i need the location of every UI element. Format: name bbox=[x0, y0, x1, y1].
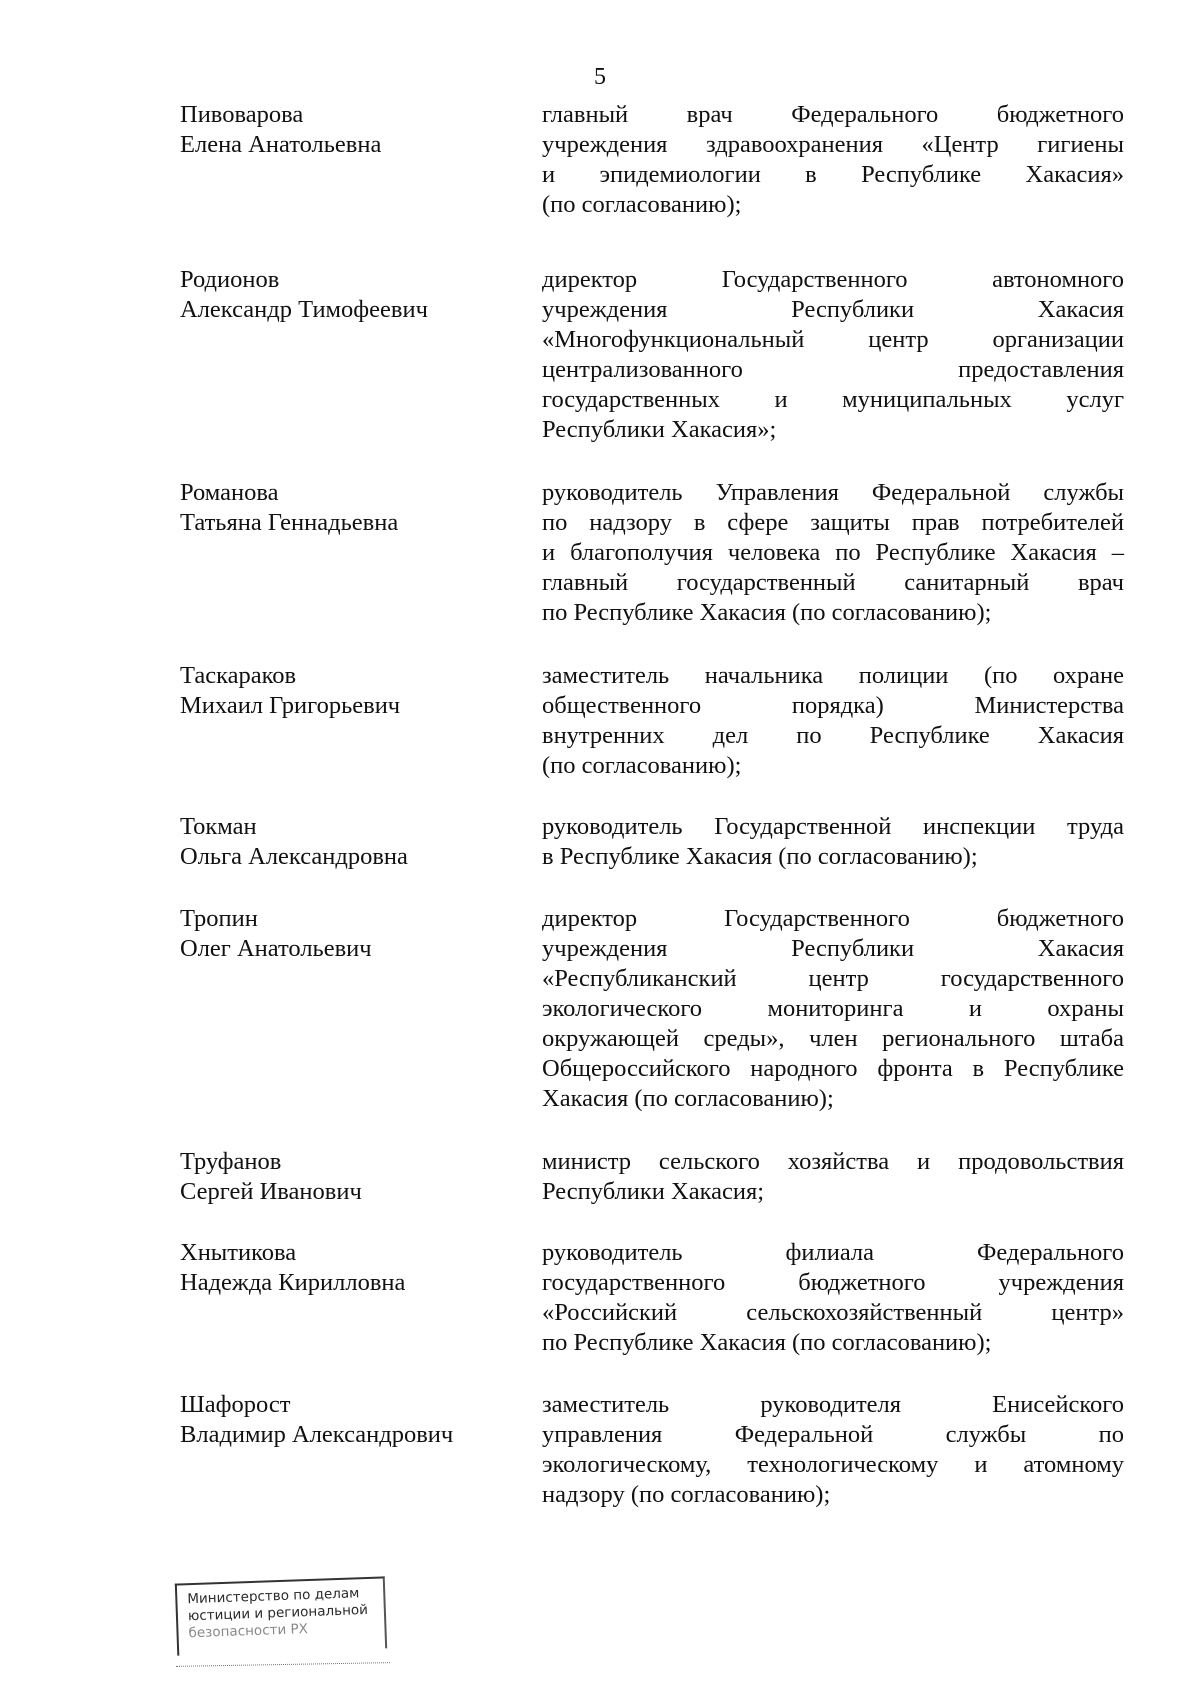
position-line: по Республике Хакасия (по согласованию); bbox=[542, 1329, 992, 1356]
position-line: главный государственный санитарный врач bbox=[542, 569, 1124, 596]
member-name bbox=[180, 478, 520, 538]
position-line: руководитель филиала Федерального bbox=[542, 1239, 1124, 1266]
position-line: по Республике Хакасия (по согласованию); bbox=[542, 599, 992, 626]
member-given-names: Михаил Григорьевич bbox=[180, 692, 401, 719]
member-position bbox=[542, 1390, 1124, 1510]
member-position bbox=[542, 100, 1124, 220]
member-surname: Таскараков bbox=[180, 662, 297, 689]
member-given-names: Ольга Александровна bbox=[180, 843, 408, 870]
stamp-line-2: юстиции и региональной bbox=[187, 1601, 369, 1625]
member-position bbox=[542, 661, 1124, 781]
member-name bbox=[180, 1238, 520, 1298]
member-position bbox=[542, 812, 1124, 872]
position-line: окружающей среды», член регионального штаба bbox=[542, 1025, 1124, 1052]
member-surname: Романова bbox=[180, 479, 279, 506]
position-line: Хакасия (по согласованию); bbox=[542, 1085, 834, 1112]
position-line: общественного порядка) Министерства bbox=[542, 692, 1124, 719]
position-line: экологического мониторинга и охраны bbox=[542, 995, 1124, 1022]
member-given-names: Александр Тимофеевич bbox=[180, 296, 428, 323]
position-line: Республики Хакасия»; bbox=[542, 416, 777, 443]
member-name bbox=[180, 904, 520, 964]
position-line: (по согласованию); bbox=[542, 752, 742, 779]
member-position bbox=[542, 265, 1124, 445]
position-line: министр сельского хозяйства и продовольствия bbox=[542, 1148, 1124, 1175]
position-line: руководитель Государственной инспекции труда bbox=[542, 813, 1124, 840]
position-line: главный врач Федерального бюджетного bbox=[542, 101, 1124, 128]
position-line: внутренних дел по Республике Хакасия bbox=[542, 722, 1124, 749]
stamp-line-1: Министерство по делам bbox=[187, 1585, 360, 1608]
position-line: «Республиканский центр государственного bbox=[542, 965, 1124, 992]
member-surname: Труфанов bbox=[180, 1148, 282, 1175]
member-surname: Тропин bbox=[180, 905, 258, 932]
position-line: «Многофункциональный центр организации bbox=[542, 326, 1124, 353]
member-name bbox=[180, 812, 520, 872]
position-line: централизованного предоставления bbox=[542, 356, 1124, 383]
stamp-signature-line bbox=[176, 1662, 390, 1667]
position-line: Республики Хакасия; bbox=[542, 1178, 765, 1205]
position-line: экологическому, технологическому и атомному bbox=[542, 1451, 1124, 1478]
position-line: управления Федеральной службы по bbox=[542, 1421, 1124, 1448]
position-line: заместитель руководителя Енисейского bbox=[542, 1391, 1124, 1418]
member-surname: Хнытикова bbox=[180, 1239, 297, 1266]
position-line: в Республике Хакасия (по согласованию); bbox=[542, 843, 978, 870]
member-position bbox=[542, 1238, 1124, 1358]
page-number: 5 bbox=[594, 64, 606, 90]
member-name bbox=[180, 1390, 520, 1450]
member-given-names: Татьяна Геннадьевна bbox=[180, 509, 399, 536]
position-line: учреждения Республики Хакасия bbox=[542, 296, 1124, 323]
member-name bbox=[180, 661, 520, 721]
stamp-line-3: безопасности РХ bbox=[188, 1621, 309, 1642]
position-line: заместитель начальника полиции (по охране bbox=[542, 662, 1124, 689]
position-line: директор Государственного бюджетного bbox=[542, 905, 1124, 932]
member-position bbox=[542, 1147, 1124, 1207]
member-name bbox=[180, 265, 520, 325]
position-line: и эпидемиологии в Республике Хакасия» bbox=[542, 161, 1124, 188]
member-surname: Шафорост bbox=[180, 1391, 291, 1418]
member-position bbox=[542, 478, 1124, 628]
position-line: и благополучия человека по Республике Хакасия – bbox=[542, 539, 1124, 566]
member-surname: Токман bbox=[180, 813, 257, 840]
position-line: руководитель Управления Федеральной службы bbox=[542, 479, 1124, 506]
member-given-names: Сергей Иванович bbox=[180, 1178, 362, 1205]
position-line: «Российский сельскохозяйственный центр» bbox=[542, 1299, 1124, 1326]
position-line: (по согласованию); bbox=[542, 191, 742, 218]
position-line: учреждения Республики Хакасия bbox=[542, 935, 1124, 962]
member-position bbox=[542, 904, 1124, 1114]
member-given-names: Владимир Александрович bbox=[180, 1421, 454, 1448]
position-line: директор Государственного автономного bbox=[542, 266, 1124, 293]
member-name bbox=[180, 1147, 520, 1207]
member-surname: Родионов bbox=[180, 266, 280, 293]
member-given-names: Олег Анатольевич bbox=[180, 935, 372, 962]
position-line: надзору (по согласованию); bbox=[542, 1481, 831, 1508]
member-name bbox=[180, 100, 520, 160]
member-given-names: Надежда Кирилловна bbox=[180, 1269, 406, 1296]
member-surname: Пивоварова bbox=[180, 101, 304, 128]
registration-stamp bbox=[175, 1576, 387, 1655]
position-line: государственных и муниципальных услуг bbox=[542, 386, 1124, 413]
position-line: Общероссийского народного фронта в Республике bbox=[542, 1055, 1124, 1082]
position-line: государственного бюджетного учреждения bbox=[542, 1269, 1124, 1296]
position-line: по надзору в сфере защиты прав потребителей bbox=[542, 509, 1124, 536]
member-given-names: Елена Анатольевна bbox=[180, 131, 382, 158]
position-line: учреждения здравоохранения «Центр гигиены bbox=[542, 131, 1124, 158]
